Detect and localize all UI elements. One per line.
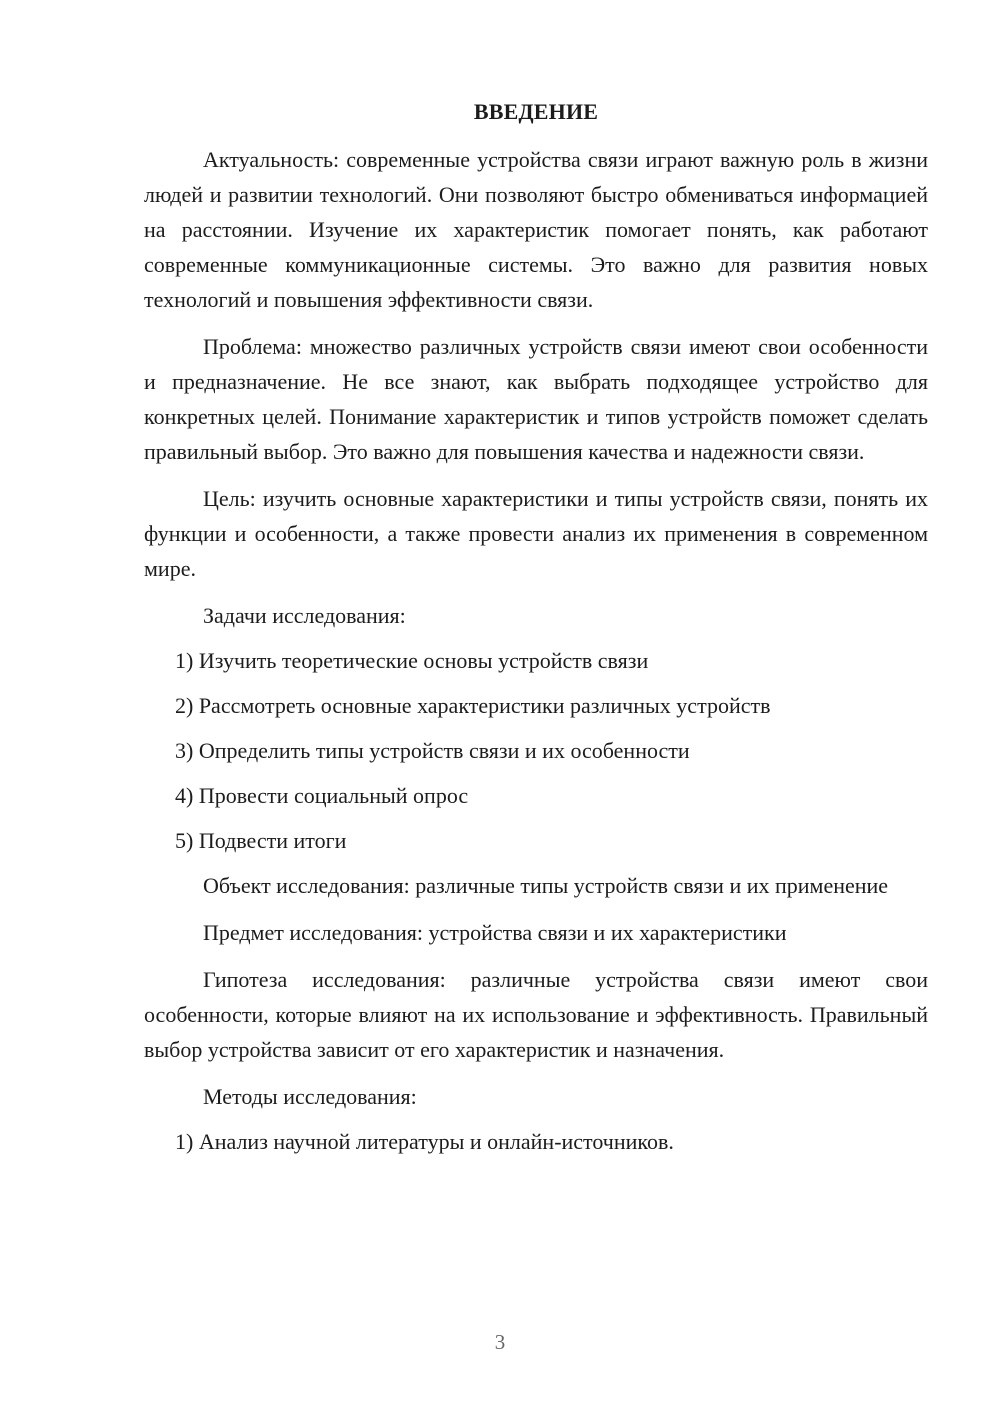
paragraph-relevance: Актуальность: современные устройства связи играют важную роль в жизни людей и развитии технологий. Они позволяют быстро обмениваться информацией на расстоянии. Изучение их характеристик помогает понять, как работают современные коммуникационные системы. Это важно для развития новых технологий и повышения эффективности связи. [144, 147, 928, 312]
methods-heading: Методы исследования: [203, 1084, 417, 1109]
task-item-1: 1) Изучить теоретические основы устройств связи [175, 648, 649, 673]
paragraph-goal: Цель: изучить основные характеристики и типы устройств связи, понять их функции и особенности, а также провести анализ их применения в современном мире. [144, 486, 928, 581]
paragraph-subject: Предмет исследования: устройства связи и их характеристики [203, 920, 787, 945]
tasks-heading: Задачи исследования: [203, 603, 406, 628]
task-item-2: 2) Рассмотреть основные характеристики различных устройств [175, 693, 771, 718]
task-item-5: 5) Подвести итоги [175, 828, 347, 853]
paragraph-object: Объект исследования: различные типы устройств связи и их применение [203, 873, 889, 898]
page-title: ВВЕДЕНИЕ [473, 99, 599, 124]
page-number: 3 [494, 1330, 506, 1354]
method-item-1: 1) Анализ научной литературы и онлайн-источников. [175, 1129, 674, 1154]
paragraph-hypothesis: Гипотеза исследования: различные устройства связи имеют свои особенности, которые влияют на их использование и эффективность. Правильный выбор устройства зависит от его характеристик и назначения. [144, 967, 928, 1062]
document-page [144, 96, 928, 1169]
task-item-4: 4) Провести социальный опрос [175, 783, 469, 808]
task-item-3: 3) Определить типы устройств связи и их особенности [175, 738, 690, 763]
paragraph-problem: Проблема: множество различных устройств связи имеют свои особенности и предназначение. Не все знают, как выбрать подходящее устройство для конкретных целей. Понимание характеристик и типов устройств поможет сделать правильный выбор. Это важно для повышения качества и надежности связи. [144, 334, 928, 464]
